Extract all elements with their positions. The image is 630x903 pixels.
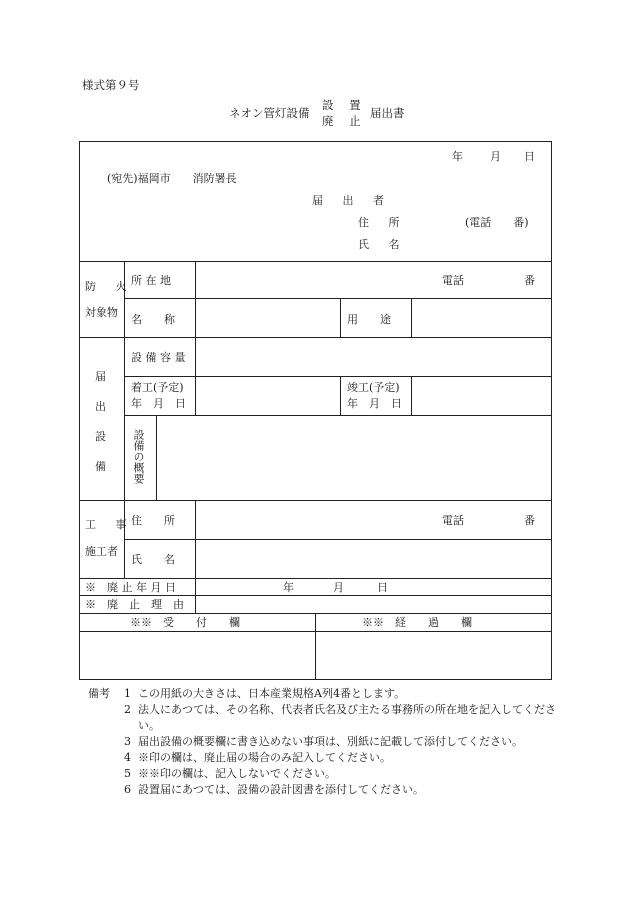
capacity-label: 設 備 容 量: [131, 351, 186, 364]
note-item: [124, 734, 558, 750]
note-number: 4: [124, 751, 131, 764]
row-divider: [79, 261, 552, 262]
progress-column-label: ※※ 経 過 欄: [362, 616, 472, 629]
applicant-phone-label: (電話 番): [465, 216, 529, 229]
title-option-abolish: 廃 止: [322, 114, 367, 128]
fire-target-name-label: 名 称: [131, 313, 175, 326]
fire-target-phone-suffix: 番: [524, 274, 535, 287]
equipment-group-char: 出: [95, 400, 106, 413]
contractor-address-label: 住 所: [131, 514, 175, 527]
row-divider: [79, 500, 552, 501]
equipment-outline-label: 設備の概要: [132, 429, 145, 484]
col-divider: [340, 298, 341, 337]
applicant-label: 届 出 者: [312, 194, 392, 207]
complete-date-format: 年 月 日: [347, 397, 402, 410]
use-label: 用 途: [347, 313, 391, 326]
note-number: 3: [124, 735, 131, 748]
col-divider: [195, 261, 196, 415]
date-day-label: 日: [524, 150, 535, 163]
col-divider: [340, 376, 341, 415]
note-text: 法人にあつては、その名称、代表者氏名及び主たる事務所の所在地を記入してください。: [138, 703, 556, 732]
reception-column-label: ※※ 受 付 欄: [130, 616, 240, 629]
contractor-label-1: 工 事: [85, 518, 135, 531]
date-year-label: 年: [452, 150, 463, 163]
note-text: 届出設備の概要欄に書き込めない事項は、別紙に記載して添付してください。: [138, 735, 523, 748]
note-text: ※※印の欄は、記入しないでください。: [138, 767, 336, 780]
col-divider: [411, 376, 412, 415]
col-divider: [156, 415, 157, 500]
title-tail: 届出書: [370, 106, 405, 120]
applicant-name-label: 氏 名: [358, 238, 408, 251]
note-item: [124, 750, 558, 766]
location-label: 所 在 地: [131, 274, 171, 287]
col-divider: [315, 613, 316, 680]
note-text: 設置届にあつては、設備の設計図書を添付してください。: [138, 783, 424, 796]
note-number: 6: [124, 783, 131, 796]
contractor-label-2: 施工者: [85, 545, 118, 558]
applicant-address-label: 住 所: [358, 216, 408, 229]
fire-target-phone-label: 電話: [442, 274, 464, 287]
row-divider: [124, 298, 552, 299]
title-option-install: 設 置: [322, 98, 367, 112]
note-text: この用紙の大きさは、日本産業規格A列4番とします。: [138, 687, 406, 700]
abolition-reason-label: ※ 廃 止 理 由: [85, 598, 184, 611]
note-item: [124, 686, 558, 702]
row-divider: [124, 539, 552, 540]
contractor-name-label: 氏 名: [131, 553, 175, 566]
abolition-date-label: ※ 廃 止 年 月 日: [85, 581, 176, 594]
note-item: [124, 766, 558, 782]
note-number: 1: [124, 687, 131, 700]
row-divider: [79, 337, 552, 338]
row-divider: [124, 415, 552, 416]
addressee: (宛先)福岡市 消防署長: [107, 172, 237, 185]
abolition-year: 年: [283, 581, 294, 594]
note-number: 2: [124, 703, 131, 716]
date-month-label: 月: [490, 150, 501, 163]
equipment-group-char: 届: [95, 370, 106, 383]
fire-target-label-1: 防 火: [85, 280, 135, 293]
note-item: [124, 702, 558, 734]
start-date-label: 着工(予定): [131, 381, 184, 394]
abolition-month: 月: [333, 581, 344, 594]
col-divider: [411, 298, 412, 337]
equipment-group-char: 備: [95, 460, 106, 473]
start-date-format: 年 月 日: [131, 397, 186, 410]
contractor-phone-label: 電話: [442, 514, 464, 527]
col-divider: [195, 500, 196, 613]
fire-target-label-2: 対象物: [85, 306, 118, 319]
notes-heading: 備考: [88, 687, 110, 700]
row-divider: [79, 578, 552, 579]
row-divider: [79, 595, 552, 596]
note-text: ※印の欄は、廃止届の場合のみ記入してください。: [138, 751, 391, 764]
row-divider: [124, 376, 552, 377]
note-number: 5: [124, 767, 131, 780]
contractor-phone-suffix: 番: [524, 514, 535, 527]
abolition-day: 日: [377, 581, 388, 594]
form-number: 様式第９号: [82, 78, 140, 92]
title-main: ネオン管灯設備: [229, 106, 310, 120]
equipment-group-char: 設: [95, 430, 106, 443]
complete-date-label: 竣工(予定): [347, 381, 400, 394]
note-item: [124, 782, 558, 798]
notes: [88, 686, 558, 798]
